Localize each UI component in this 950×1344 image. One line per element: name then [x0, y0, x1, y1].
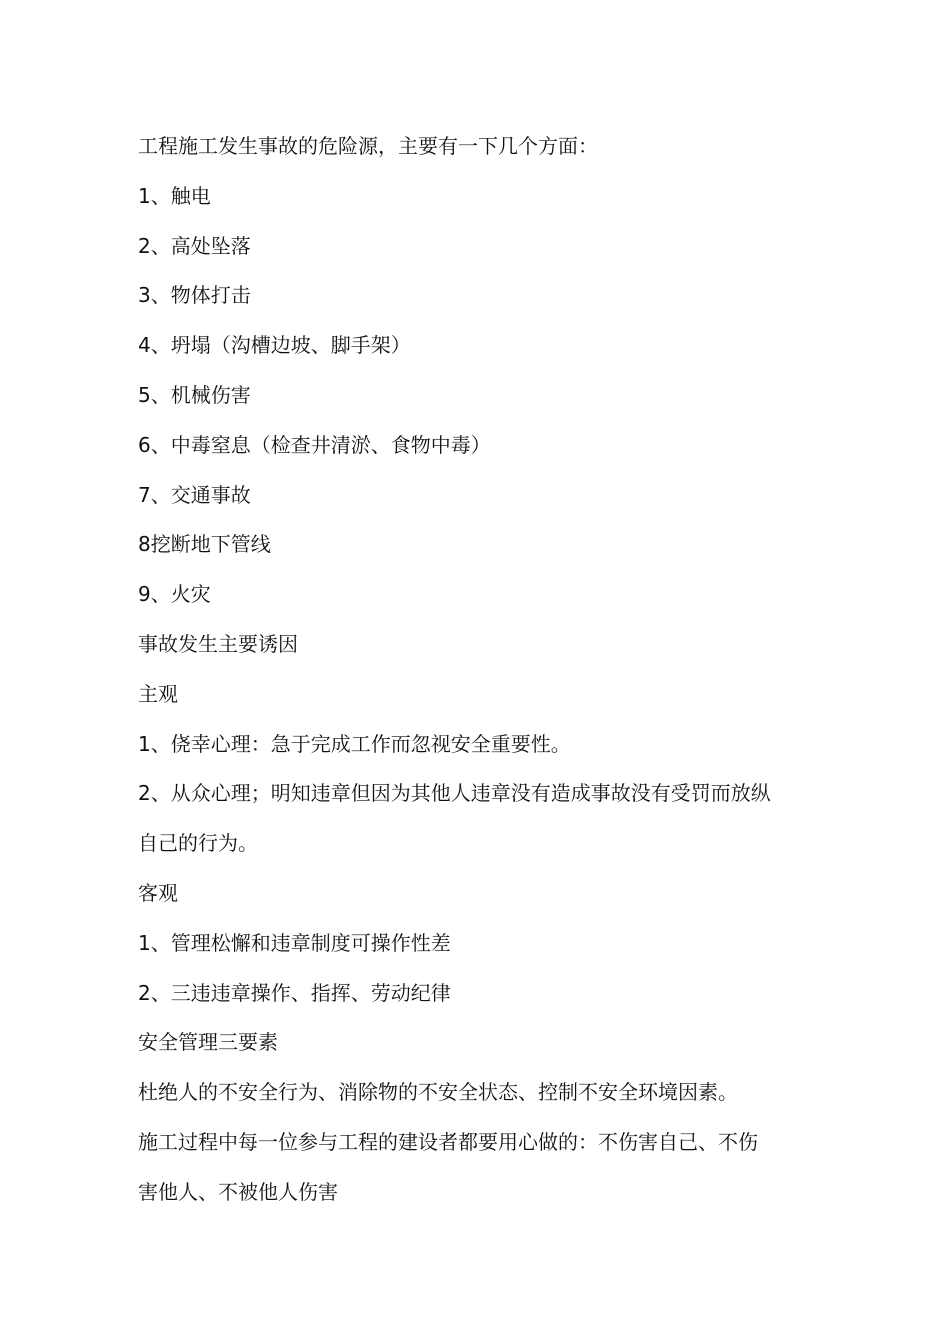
- intro-line: 工程施工发生事故的危险源，主要有一下几个方面：: [138, 134, 598, 158]
- elements-text: 杜绝人的不安全行为、消除物的不安全状态、控制不安全环境因素。: [138, 1080, 738, 1105]
- subjective-item-2-continued: 自己的行为。: [138, 831, 258, 856]
- hazard-item-9: 9、火灾: [138, 582, 211, 607]
- document-body: [138, 122, 818, 1218]
- hazard-item-1: 1、触电: [138, 183, 211, 208]
- hazard-item-5: 5、机械伤害: [138, 382, 251, 407]
- closing-text: 施工过程中每一位参与工程的建设者都要用心做的：不伤害自己、不伤: [138, 1129, 758, 1154]
- objective-item-2: 2、三违违章操作、指挥、劳动纪律: [138, 980, 451, 1005]
- hazard-item-2: 2、高处坠落: [138, 233, 251, 258]
- hazard-item-6: 6、中毒窒息（检查井清淤、食物中毒）: [138, 432, 491, 457]
- objective-item-1: 1、管理松懈和违章制度可操作性差: [138, 930, 451, 955]
- hazard-item-3: 3、物体打击: [138, 283, 251, 308]
- hazard-item-7: 7、交通事故: [138, 482, 251, 507]
- subheading-subjective: 主观: [138, 681, 178, 706]
- subheading-objective: 客观: [138, 880, 178, 905]
- closing-text-continued: 害他人、不被他人伤害: [138, 1179, 338, 1204]
- hazard-item-8: 8挖断地下管线: [138, 532, 271, 557]
- hazard-item-4: 4、坍塌（沟槽边坡、脚手架）: [138, 333, 411, 358]
- section-heading-elements: 安全管理三要素: [138, 1030, 278, 1055]
- subjective-item-1: 1、侥幸心理：急于完成工作而忽视安全重要性。: [138, 731, 571, 756]
- section-heading-causes: 事故发生主要诱因: [138, 631, 298, 656]
- subjective-item-2: 2、从众心理；明知违章但因为其他人违章没有造成事故没有受罚而放纵: [138, 781, 771, 806]
